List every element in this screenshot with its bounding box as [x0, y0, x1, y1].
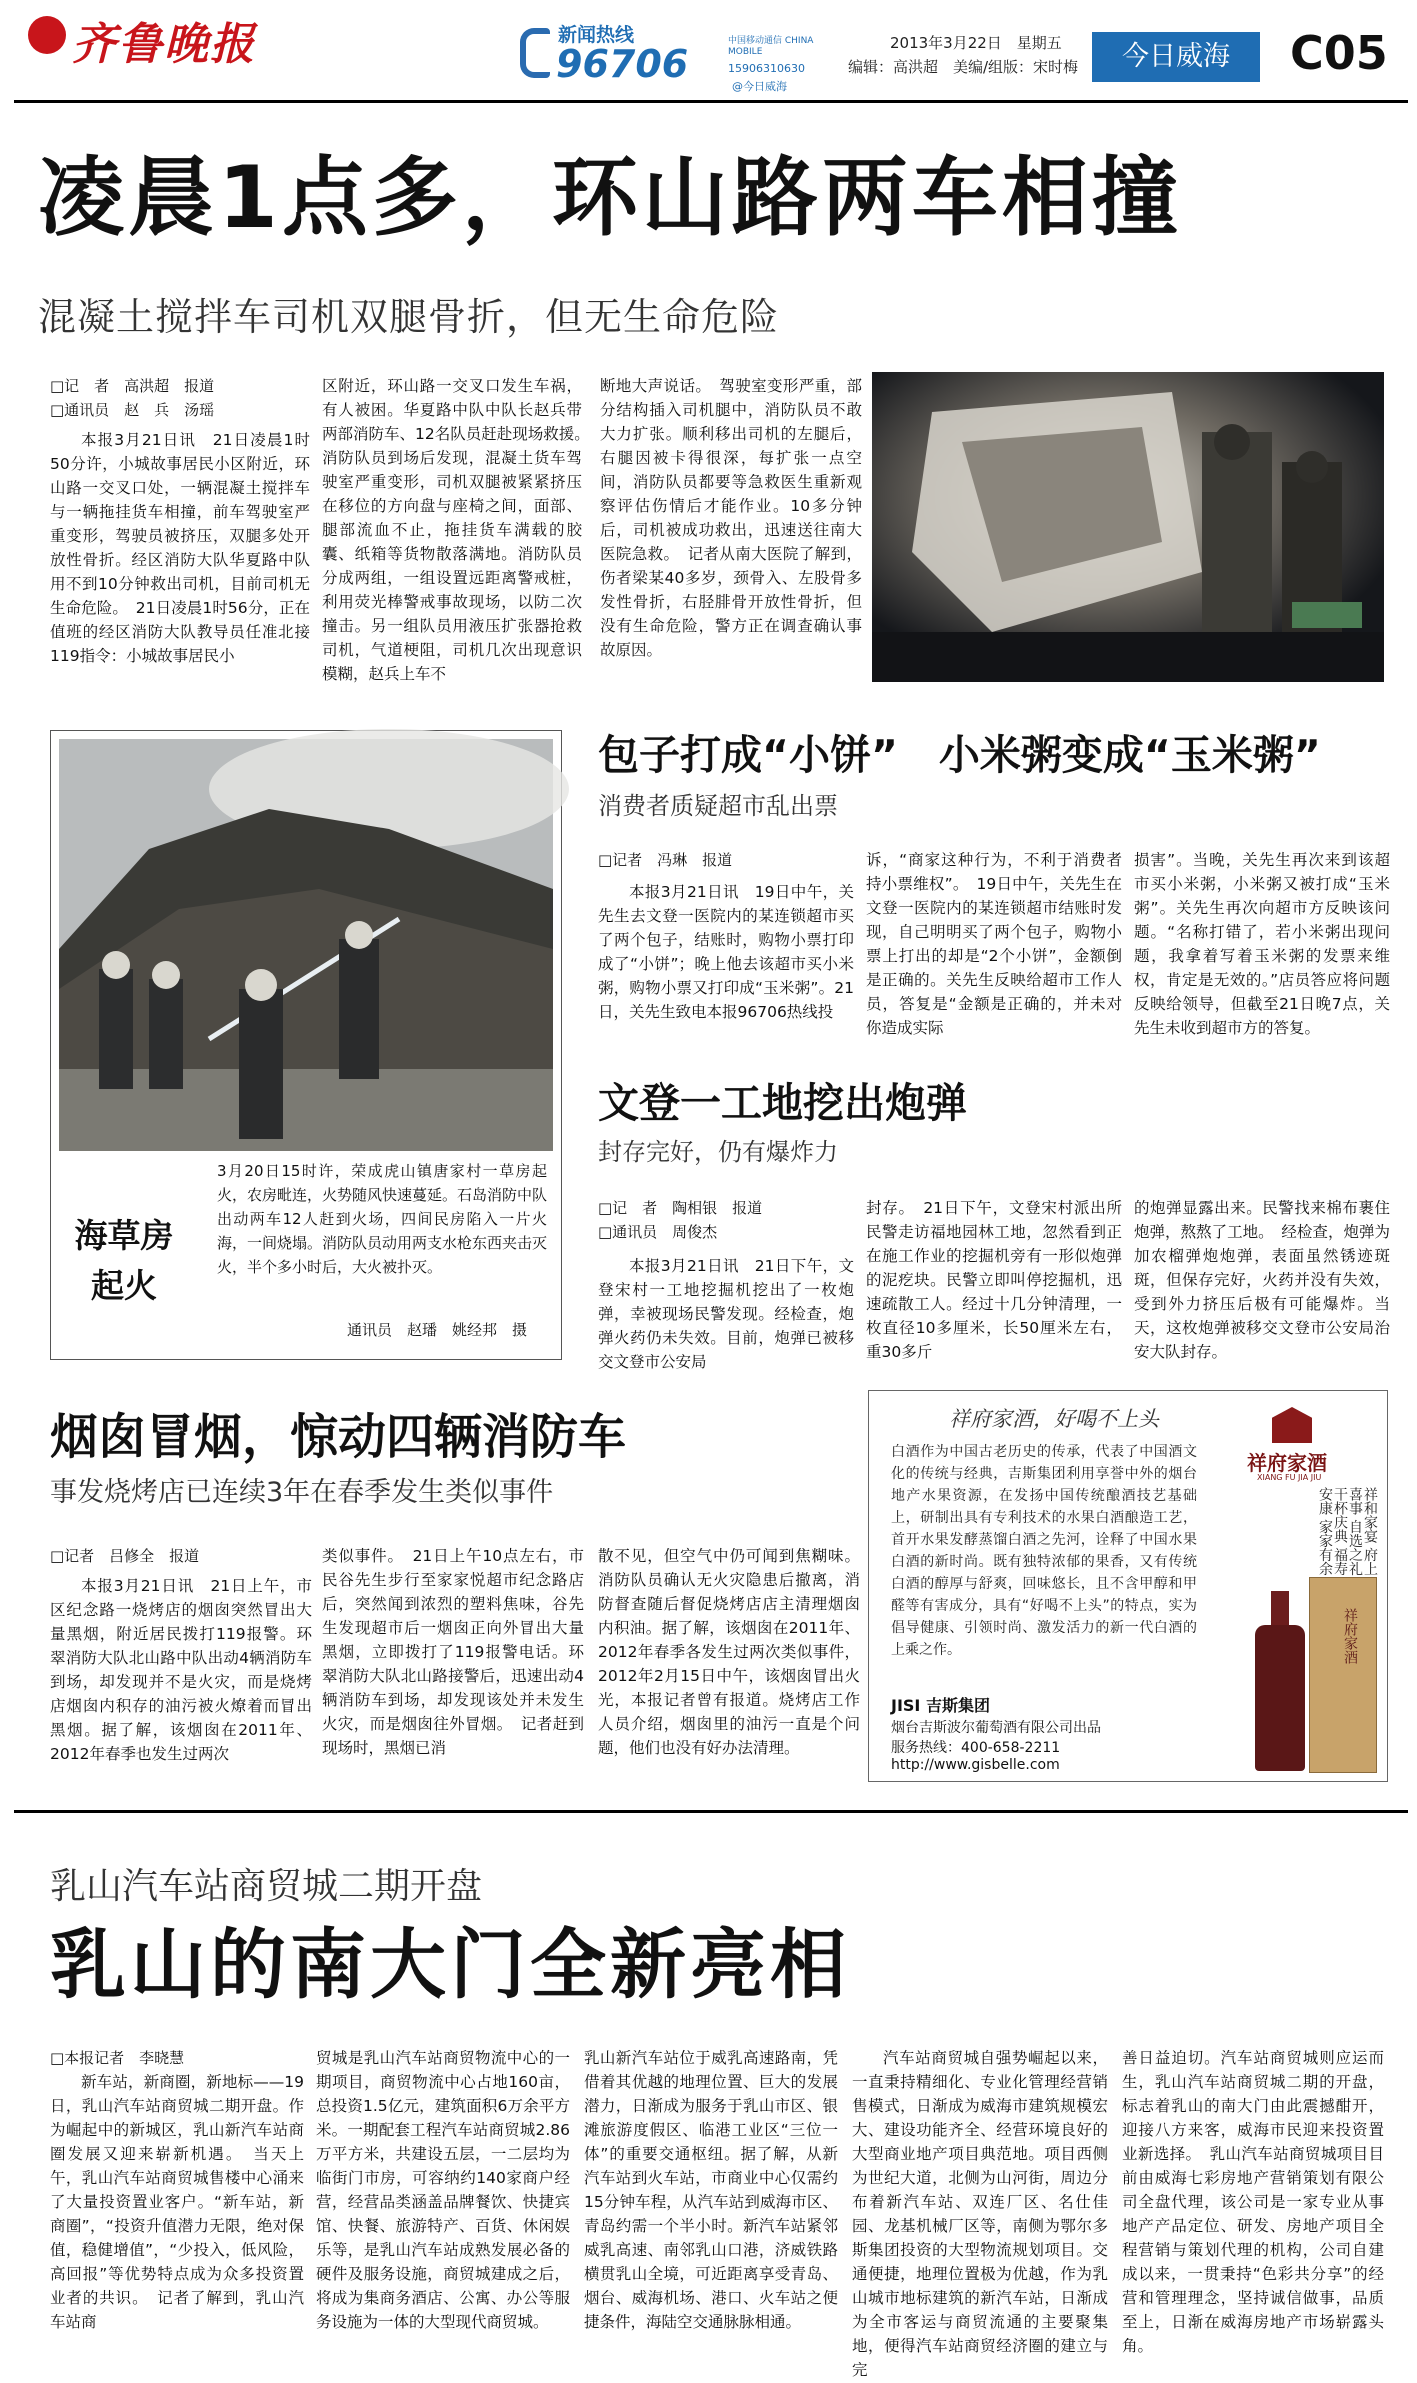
- story2-col2: 诉，“商家这种行为，不利于消费者持小票维权”。 19日中午，关先生在文登一医院内的某连锁超市结账时发现，自己明明买了两个包子，购物小票上打出的却是“2个小饼”，金额倒是正确的。关先生反映给超市工作人员，答复是“金额是正确的，并未对你造成实际: [866, 851, 1122, 1037]
- fire-caption: 3月20日15时许，荣成虎山镇唐家村一草房起火，农房毗连，火势随风快速蔓延。石岛消防中队出动两车12人赶到火场，四间民房陷入一片火海，一间烧塌。消防队员动用两支水枪东西夹击灭火，半个多小时后，大火被扑灭。: [217, 1162, 548, 1276]
- fire-photo-box: [50, 730, 562, 1360]
- page-number: C05: [1290, 26, 1388, 80]
- story1-byline: □记 者 高洪超 报道 □通讯员 赵 兵 汤瑶: [50, 377, 215, 419]
- story5-kicker: 乳山汽车站商贸城二期开盘: [50, 1866, 483, 1907]
- ad-brand: 祥府家酒: [1247, 1451, 1327, 1475]
- editor-credits: 编辑：高洪超 美编/组版：宋时梅: [848, 58, 1079, 76]
- story1-col3: 断地大声说话。 驾驶室变形严重，部分结构插入司机腿中，消防队员不敢大力扩张。顺利移出司机的左腿后，右腿因被卡得很深，每扩张一点空间，消防队员都要等急救医生重新观察评估伤情后才能作业。10多分钟后，司机被成功救出，迅速送往南大医院急救。 记者从南大医院了解到，伤者梁某40多岁，颈骨入、左股骨多发性骨折，右胫腓骨开放性骨折，但没有生命危险，警方正在调查确认事故原因。: [600, 377, 862, 659]
- story4-subhead: 事发烧烤店已连续3年在春季发生类似事件: [50, 1477, 554, 1508]
- ad-slogan: 祥府家酒，好喝不上头: [949, 1407, 1159, 1431]
- story1-subhead: 混凝土搅拌车司机双腿骨折，但无生命危险: [38, 295, 780, 339]
- liquor-bottle: [1255, 1591, 1305, 1771]
- story4-byline: □记者 吕修全 报道: [50, 1547, 200, 1565]
- story2-headline: 包子打成“小饼” 小米粥变成“玉米粥”: [598, 731, 1321, 779]
- weibo-handle: @今日威海: [732, 80, 787, 93]
- fire-photo-image: [59, 739, 553, 1151]
- mobile-brand: 中国移动通信 CHINA MOBILE: [728, 36, 814, 57]
- issue-date: 2013年3月22日 星期五: [890, 34, 1062, 52]
- bottle-neck: [1271, 1591, 1289, 1625]
- ad-website[interactable]: http://www.gisbelle.com: [891, 1757, 1060, 1773]
- ad-brand-pinyin: XIANG FU JIA JIU: [1257, 1473, 1322, 1482]
- section-tab: 今日威海: [1092, 32, 1260, 82]
- fire-photo-credit: 通讯员 赵璠 姚经邦 摄: [347, 1321, 528, 1339]
- accident-photo-image: [872, 372, 1384, 682]
- newspaper-logo: 齐鲁晚报: [72, 19, 256, 70]
- story2-subhead: 消费者质疑超市乱出票: [598, 792, 838, 820]
- story4-headline: 烟囱冒烟，惊动四辆消防车: [50, 1409, 627, 1465]
- ad-company: 烟台吉斯波尔葡萄酒有限公司出品: [891, 1720, 1101, 1736]
- story2-byline: □记者 冯琳 报道: [598, 851, 733, 869]
- bottle-label: 祥府家酒: [1342, 1608, 1358, 1664]
- liquor-box: [1309, 1577, 1377, 1773]
- hotline-label: 新闻热线: [558, 24, 635, 46]
- story3-col1: 本报3月21日讯 21日下午，文登宋村一工地挖掘机挖出了一枚炮弹，幸被现场民警发现。经检查，炮弹火药仍未失效。目前，炮弹已被移交文登市公安局: [598, 1257, 854, 1371]
- story1-col2: 区附近，环山路一交叉口发生车祸，有人被困。华夏路中队中队长赵兵带两部消防车、12名队员赶赴现场救援。 消防队员到场后发现，混凝土货车驾驶室严重变形，司机双腿被紧紧挤压在移位的方向盘与座椅之间，面部、腿部流血不止，拖挂货车满载的胶囊、纸箱等货物散落满地。消防队员分成两组，一组设置远距离警戒桩，利用荧光棒警戒事故现场，以防二次撞击。另一组队员用液压扩张器抢救司机，气道梗阻，司机几次出现意识模糊，赵兵上车不: [322, 377, 598, 683]
- ad-body: 白酒作为中国古老历史的传承，代表了中国酒文化的传统与经典，吉斯集团利用享誉中外的烟台地产水果资源，在发扬中国传统酿酒技艺基础上，研制出具有专利技术的水果白酒酿造工艺，首开水果发酵蒸馏白酒之先河，诠释了中国水果白酒的新时尚。既有独特浓郁的果香，又有传统白酒的醇厚与舒爽，回味悠长，且不含甲醇和甲醛等有害成分，具有“好喝不上头”的特点，实为倡导健康、引领时尚、激发活力的新一代白酒的上乘之作。: [891, 1444, 1197, 1658]
- logo-circle-icon: [28, 16, 66, 54]
- masthead-rule: [14, 100, 1408, 103]
- bottle-body: [1255, 1625, 1305, 1771]
- story5-col1: 新车站，新商圈，新地标——19日，乳山汽车站商贸城二期开盘。作为崛起中的新城区，乳山新汽车站商圈发展又迎来崭新机遇。 当天上午，乳山汽车站商贸城售楼中心涌来了大量投资置业客户。“新车站，新商圈”，“投资升值潜力无限，绝对保值，稳健增值”，“少投入，低风险，高回报”等优势特点成为众多投资置业者的共识。 记者了解到，乳山汽车站商: [50, 2073, 304, 2331]
- story4-col2: 类似事件。 21日上午10点左右，市民谷先生步行至家家悦超市纪念路店后，突然闻到浓烈的塑料焦味，谷先生发现超市后一烟囱正向外冒出大量黑烟，立即拨打了119报警电话。环翠消防大队北山路接警后，迅速出动4辆消防车到场，却发现该处并未发生火灾，而是烟囱往外冒烟。 记者赶到现场时，黑烟已消: [322, 1547, 584, 1757]
- story5-col5: 善日益迫切。汽车站商贸城则应运而生，乳山汽车站商贸城二期的开盘，标志着乳山的南大门由此震撼酣开，迎接八方来客，威海市民迎来投资置业新选择。 乳山汽车站商贸城项目目前由威海七彩房地产营销策划有限公司全盘代理，该公司是一家专业从事地产产品定位、研发、房地产项目全程营销与策划代理的机构，公司自建成以来，一贯秉持“色彩共分享”的经营和管理理念，坚持诚信做事，品质至上，日渐在威海房地产市场崭露头角。: [1122, 2049, 1384, 2355]
- brand-gate-icon: [1267, 1407, 1317, 1443]
- story4-col1: 本报3月21日讯 21日上午，市区纪念路一烧烤店的烟囱突然冒出大量黑烟，附近居民拨打119报警。环翠消防大队北山路中队出动4辆消防车到场，却发现并不是火灾，而是烧烤店烟囱内积存的油污被火燎着而冒出黑烟。据了解，该烟囱在2011年、2012年春季也发生过两次: [50, 1577, 312, 1763]
- story5-col4: 汽车站商贸城自强势崛起以来，一直秉持精细化、专业化管理经营销售模式，日渐成为威海市建筑规模宏大、建设功能齐全、经营环境良好的大型商业地产项目典范地。项目西侧为世纪大道，北侧为山河街，周边分布着新汽车站、双连厂区、名仕佳园、龙基机械厂区等，南侧为鄂尔多斯集团投资的大型物流规划项目。交通便捷，地理位置极为优越，作为乳山城市地标建筑的新汽车站，日渐成为全市客运与商贸流通的主要聚集地，便得汽车站商贸经济圈的建立与完: [852, 2049, 1108, 2379]
- hotline-number: 96706: [556, 42, 689, 86]
- story1-col1: 本报3月21日讯 21日凌晨1时50分许，小城故事居民小区附近，环山路一交叉口处，一辆混凝土搅拌车与一辆拖挂货车相撞，前车驾驶室严重变形，驾驶员被挤压，双腿多处开放性骨折。经区消防大队华夏路中队用不到10分钟救出司机，目前司机无生命危险。 21日凌晨1时56分，正在值班的经区消防大队教导员任准北接119指令：小城故事居民小: [50, 431, 310, 665]
- story5-byline: □本报记者 李晓慧: [50, 2049, 185, 2067]
- story1-headline: 凌晨1点多，环山路两车相撞: [38, 148, 1182, 248]
- story5-col2: 贸城是乳山汽车站商贸物流中心的一期项目，商贸物流中心占地160亩，总投资1.5亿元，建筑面积6万余平方米。一期配套工程汽车站商贸城2.86万平方米，共建设五层，一二层均为临街门市房，可容纳约140家商户经营，经营品类涵盖品牌餐饮、快捷宾馆、快餐、旅游特产、百货、休闲娱乐等，是乳山汽车站成熟发展必备的硬件及服务设施，商贸城建成之后，将成为集商务酒店、公寓、办公等服务设施为一体的大型现代商贸城。: [316, 2049, 570, 2331]
- fire-photo: [59, 739, 553, 1151]
- masthead: [0, 0, 1417, 100]
- ad-company-logo: JISI 吉斯集团: [891, 1696, 990, 1715]
- phone-icon: [520, 28, 550, 78]
- ad-hotline: 服务热线：400-658-2211: [891, 1740, 1061, 1756]
- story4-col3: 散不见，但空气中仍可闻到焦糊味。消防队员确认无火灾隐患后撤离，消防督查随后督促烧烤店店主清理烟囱内积油。据了解，该烟囱在2011年、2012年春季各发生过两次类似事件，2012年2月15日中午，该烟囱冒出火光，本报记者曾有报道。烧烤店工作人员介绍，烟囱里的油污一直是个问题，他们也没有好办法清理。: [598, 1547, 860, 1757]
- story3-col2: 封存。 21日下午，文登宋村派出所民警走访福地园林工地，忽然看到正在施工作业的挖掘机旁有一形似炮弹的泥疙块。民警立即叫停挖掘机，迅速疏散工人。经过十几分钟清理，一枚直径10多厘米，长50厘米左右，重30多斤: [866, 1199, 1122, 1361]
- story3-subhead: 封存完好，仍有爆炸力: [598, 1138, 838, 1166]
- fire-caption-title: 海草房起火: [74, 1216, 174, 1305]
- story2-col3: 损害”。当晚，关先生再次来到该超市买小米粥，小米粥又被打成“玉米粥”。关先生再次向超市方反映该问题。“名称打错了，若小米粥出现问题，我拿着写着玉米粥的发票来维权，肯定是无效的。”店员答应将问题反映给领导，但截至21日晚7点，关先生未收到超市方的答复。: [1134, 851, 1390, 1037]
- liquor-ad: [868, 1390, 1388, 1782]
- story2-col1: 本报3月21日讯 19日中午，关先生去文登一医院内的某连锁超市买了两个包子，结账时，购物小票打印成了“小饼”；晚上他去该超市买小米粥，购物小票又打印成“玉米粥”。21日，关先生致电本报96706热线投: [598, 883, 854, 1021]
- mobile-number: 15906310630: [728, 62, 805, 75]
- story3-headline: 文登一工地挖出炮弹: [598, 1079, 967, 1127]
- story3-byline: □记 者 陶相银 报道 □通讯员 周俊杰: [598, 1199, 763, 1241]
- bottom-section-rule: [14, 1810, 1408, 1813]
- story3-col3: 的炮弹显露出来。民警找来棉布裹住炮弹，熬熬了工地。 经检查，炮弹为加农榴弹炮炮弹，表面虽然锈迹斑斑，但保存完好，火药并没有失效，受到外力挤压后极有可能爆炸。当天，这枚炮弹被移交文登市公安局治安大队封存。: [1134, 1199, 1390, 1361]
- accident-photo: [872, 372, 1384, 682]
- story5-col3: 乳山新汽车站位于威乳高速路南，凭借着其优越的地理位置、巨大的发展潜力，日渐成为服务于乳山市区、银滩旅游度假区、临港工业区“三位一体”的重要交通枢纽。据了解，从新汽车站到火车站，市商业中心仅需约15分钟车程，从汽车站到威海市区、青岛约需一个半小时。新汽车站紧邻威乳高速、南邻乳山口港，济威铁路横贯乳山全境，可近距离享受青岛、烟台、威海机场、港口、火车站之便捷条件，海陆空交通脉脉相通。: [584, 2049, 838, 2331]
- ad-poem: 祥和家宴 府上喜事 自选之礼 干杯庆典 福寿安康 家家有余: [1317, 1487, 1378, 1576]
- story5-headline: 乳山的南大门全新亮相: [50, 1920, 850, 2009]
